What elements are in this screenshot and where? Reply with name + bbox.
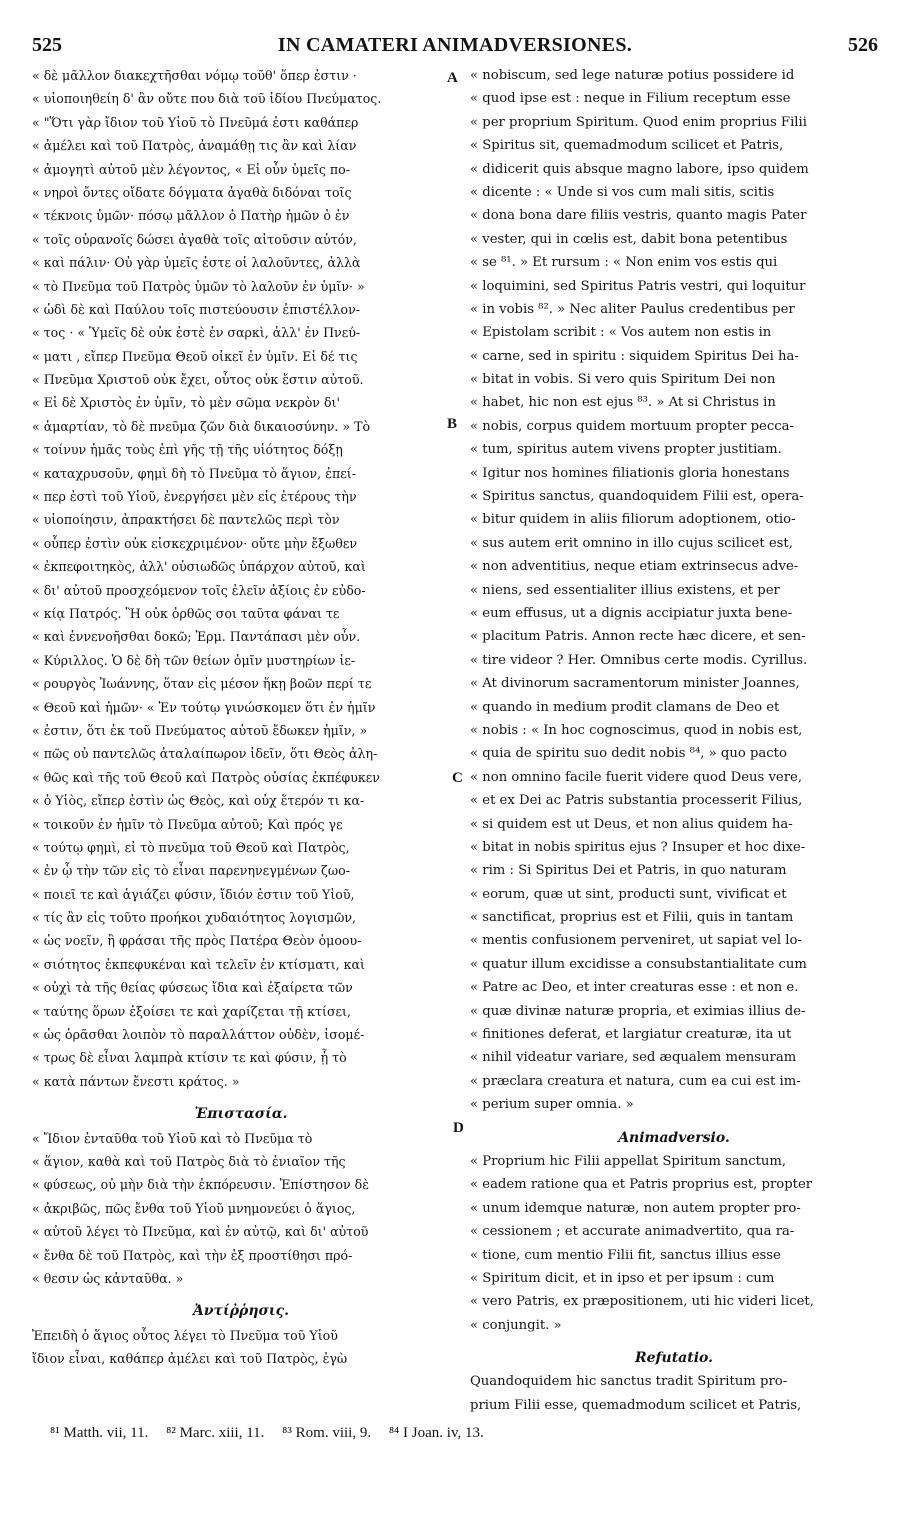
text-line: « quæ divinæ naturæ propria, et eximias illius de- <box>470 1003 806 1019</box>
text-line: « ἀκριβῶς, πῶς ἔνθα τοῦ Υἱοῦ μνημονεύει ὁ ἅγιος, <box>32 1200 356 1216</box>
text-line: « τοῖς οὐρανοῖς δώσει ἀγαθὰ τοῖς αἰτοῦσιν αὐτόν, <box>32 231 357 247</box>
text-line: « αὐτοῦ λέγει τὸ Πνεῦμα, καὶ ἐν αὐτῷ, καὶ δι' αὐτοῦ <box>32 1224 369 1240</box>
text-line: « τοίνυν ἡμᾶς τοὺς ἐπὶ γῆς τῇ τῆς υἱότητος δόξῃ <box>32 442 343 458</box>
text-line: « ἐκπεφοιτηκὸς, ἀλλ' οὐσιωδῶς ὑπάρχον αὐτοῦ, καὶ <box>32 559 366 575</box>
text-line: « Πνεῦμα Χριστοῦ οὐκ ἔχει, οὗτος οὐκ ἔστιν αὐτοῦ. <box>32 372 364 388</box>
text-line: « carne, sed in spiritu : siquidem Spiritus Dei ha- <box>470 348 799 364</box>
text-line: « "Ὅτι γὰρ ἴδιον τοῦ Υἱοῦ τὸ Πνεῦμά ἐστι καθάπερ <box>32 114 359 130</box>
text-line: « ταύτης ὅρων ἐξοίσει τε καὶ χαρίζεται τῇ κτίσει, <box>32 1003 352 1019</box>
text-line: « ματι , εἴπερ Πνεῦμα Θεοῦ οἰκεῖ ἐν ὑμῖν. Εἰ δέ τις <box>32 348 358 364</box>
text-line: « sus autem erit omnino in illo cujus scilicet est, <box>470 535 793 551</box>
text-line: « mentis confusionem perveniret, ut sapiat vel lo- <box>470 933 802 949</box>
text-line: « se ⁸¹. » Et rursum : « Non enim vos estis qui <box>470 255 778 271</box>
text-line: « vester, qui in cœlis est, dabit bona petentibus <box>470 231 788 247</box>
text-line: « eorum, quæ ut sint, producti sunt, vivificat et <box>470 886 787 902</box>
text-line: « finitiones deferat, et largiatur creaturæ, ita ut <box>470 1027 792 1043</box>
text-line: « præclara creatura et natura, cum ea cui est im- <box>470 1073 801 1089</box>
text-line: « dicente : « Unde si vos cum mali sitis, scitis <box>470 184 775 200</box>
text-line: « bitat in vobis. Si vero quis Spiritum Dei non <box>470 372 776 388</box>
text-line: « At divinorum sacramentorum minister Joannes, <box>470 676 800 692</box>
text-line: « ἀμέλει καὶ τοῦ Πατρὸς, ἀναμάθῃ τις ἂν καὶ λίαν <box>32 138 357 154</box>
text-line: « cessionem ; et accurate animadvertito, qua ra- <box>470 1224 795 1240</box>
text-line: « non adventitius, neque etiam extrinsecus adve- <box>470 559 799 575</box>
text-line: « οὐχὶ τὰ τῆς θείας φύσεως ἴδια καὶ ἐξαίρετα τῶν <box>32 980 353 996</box>
text-line: « τὸ Πνεῦμα τοῦ Πατρὸς ὑμῶν τὸ λαλοῦν ἐν ὑμῖν· » <box>32 278 365 294</box>
text-line: « ὁ Υἱὸς, εἴπερ ἐστὶν ὡς Θεὸς, καὶ οὐχ ἕτερόν τι κα- <box>32 793 365 809</box>
text-line: « si quidem est ut Deus, et non alius quidem ha- <box>470 816 793 832</box>
text-line: « nobis : « In hoc cognoscimus, quod in nobis est, <box>470 722 803 738</box>
text-line: « eadem ratione qua et Patris proprius est, propter <box>470 1177 813 1193</box>
text-line: « ἔνθα δὲ τοῦ Πατρὸς, καὶ τὴν ἐξ προστίθησι πρό- <box>32 1247 353 1263</box>
text-line: « rim : Si Spiritus Dei et Patris, in quo naturam <box>470 863 787 879</box>
running-title: IN CAMATERI ANIMADVERSIONES. <box>277 34 633 56</box>
text-line: « nobiscum, sed lege naturæ potius possidere id <box>470 68 795 83</box>
text-line: Quandoquidem hic sanctus tradit Spiritum pro- <box>470 1374 788 1390</box>
text-line: « tione, cum mentio Filii fit, sanctus illius esse <box>470 1247 781 1263</box>
text-line: « et ex Dei ac Patris substantia processerit Filius, <box>470 793 803 809</box>
text-line: « δὲ μᾶλλον διακεχτῆσθαι νόμῳ τοῦθ' ὅπερ ἐστιν · <box>32 68 357 83</box>
text-line: Ἐπειδὴ ὁ ἅγιος οὗτος λέγει τὸ Πνεῦμα τοῦ Υἱοῦ <box>32 1327 338 1343</box>
footnote: ⁸⁴ I Joan. iv, 13. <box>388 1425 484 1441</box>
text-line: « quando in medium prodit clamans de Deo et <box>470 699 780 715</box>
text-line: « Epistolam scribit : « Vos autem non estis in <box>470 325 772 341</box>
text-line: ἴδιον εἶναι, καθάπερ ἀμέλει καὶ τοῦ Πατρὸς, ἐγὼ <box>32 1351 348 1367</box>
text-line: « ἀμογητὶ αὐτοῦ μὲν λέγοντος, « Εἰ οὖν ὑμεῖς πο- <box>32 161 351 177</box>
text-line: prium Filii esse, quemadmodum scilicet et Patris, <box>470 1397 802 1413</box>
text-line: « οὗπερ ἐστὶν οὐκ εἰσκεχριμένον· οὔτε μὴν ἔξωθεν <box>32 535 358 551</box>
text-line: « ὡς ὁρᾶσθαι λοιπὸν τὸ παραλλάττον οὐδὲν, ἰσομέ- <box>32 1027 365 1043</box>
footnote: ⁸² Marc. xiii, 11. <box>166 1425 265 1441</box>
running-header <box>32 34 878 60</box>
text-line: « θεσιν ὡς κἀνταῦθα. » <box>32 1270 184 1286</box>
section-gap <box>470 1117 878 1127</box>
section-gap <box>32 1093 450 1103</box>
text-line: « dona bona dare filiis vestris, quanto magis Pater <box>470 208 807 224</box>
section-heading: Animadversio. <box>618 1129 730 1146</box>
text-line: « Patre ac Deo, et inter creaturas esse : et non e. <box>470 980 799 996</box>
section-gap <box>470 1337 878 1347</box>
text-line: « υἱοποιηθείη δ' ἂν οὔτε που διὰ τοῦ ἰδίου Πνεύματος. <box>32 91 382 107</box>
margin-marker-d: D <box>453 1120 464 1136</box>
text-line: « Ἴδιον ἐνταῦθα τοῦ Υἱοῦ καὶ τὸ Πνεῦμα τὸ <box>32 1130 313 1146</box>
text-line: « tum, spiritus autem vivens propter justitiam. <box>470 442 782 458</box>
greek-column <box>32 64 450 1370</box>
footnote: ⁸¹ Matth. vii, 11. <box>50 1425 149 1441</box>
text-line: « quia de spiritu suo dedit nobis ⁸⁴, » quo pacto <box>470 746 787 762</box>
text-line: « bitur quidem in aliis filiorum adoptionem, otio- <box>470 512 796 528</box>
text-line: « καὶ πάλιν· Οὐ γὰρ ὑμεῖς ἐστε οἱ λαλοῦντες, ἀλλὰ <box>32 255 361 271</box>
text-line: « δι' αὐτοῦ προσχεόμενον τοῖς ἐλεῖν ἀξίοις ἐν εὐδο- <box>32 582 366 598</box>
text-line: « perium super omnia. » <box>470 1097 634 1113</box>
page-number-right: 526 <box>848 34 878 56</box>
page-number-left: 525 <box>32 34 62 56</box>
text-line: « υἱοποίησιν, ἀπρακτήσει δὲ παντελῶς περὶ τὸν <box>32 512 340 528</box>
text-line: « Proprium hic Filii appellat Spiritum sanctum, <box>470 1153 787 1169</box>
text-line: « niens, sed essentialiter illius existens, et per <box>470 582 780 598</box>
text-line: « θῶς καὶ τῆς τοῦ Θεοῦ καὶ Πατρὸς οὐσίας ἐκπέφυκεν <box>32 769 380 785</box>
text-line: « τοικοῦν ἐν ἡμῖν τὸ Πνεῦμα αὐτοῦ; Καὶ πρός γε <box>32 816 343 832</box>
text-line: « conjungit. » <box>470 1317 562 1333</box>
latin-column <box>470 64 878 1417</box>
text-line: « didicerit quis absque magno labore, ipso quidem <box>470 161 809 177</box>
text-line: « καταχρυσοῦν, φημὶ δὴ τὸ Πνεῦμα τὸ ἅγιον, ἐπεί- <box>32 465 356 481</box>
margin-marker-a: A <box>447 70 458 86</box>
text-line: « Spiritus sanctus, quandoquidem Filii est, opera- <box>470 489 804 505</box>
text-line: « per proprium Spiritum. Quod enim proprius Filii <box>470 114 807 130</box>
text-line: « τίς ἂν εἰς τοῦτο προήκοι χυδαιότητος λογισμῶν, <box>32 910 357 926</box>
text-line: « Εἰ δὲ Χριστὸς ἐν ὑμῖν, τὸ μὲν σῶμα νεκρὸν δι' <box>32 395 340 411</box>
text-line: « nobis, corpus quidem mortuum propter pecca- <box>470 418 794 434</box>
section-heading: Ἐπιστασία. <box>194 1106 288 1123</box>
text-line: « πῶς οὐ παντελῶς ἀταλαίπωρον ἰδεῖν, ὅτι Θεὸς ἀλη- <box>32 746 378 762</box>
text-line: « bitat in nobis spiritus ejus ? Insuper et hoc dixe- <box>470 839 806 855</box>
margin-marker-b: B <box>447 416 458 432</box>
text-line: « καὶ ἐννενοῆσθαι δοκῶ; Ἑρμ. Παντάπασι μὲν οὖν. <box>32 629 361 645</box>
text-line: « in vobis ⁸². » Nec aliter Paulus credentibus per <box>470 301 795 317</box>
margin-marker-c: C <box>452 770 463 786</box>
text-line: « ἐστιν, ὅτι ἐκ τοῦ Πνεύματος αὐτοῦ ἔδωκεν ἡμῖν, » <box>32 722 368 738</box>
section-heading: Ἀντίῤῥησις. <box>192 1303 290 1320</box>
text-line: « unum idemque naturæ, non autem propter pro- <box>470 1200 801 1216</box>
text-line: « tire videor ? Her. Omnibus certe modis. Cyrillus. <box>470 652 808 668</box>
text-line: « quod ipse est : neque in Filium receptum esse <box>470 91 791 107</box>
text-line: « ποιεῖ τε καὶ ἁγιάζει φύσιν, ἴδιόν ἐστιν τοῦ Υἱοῦ, <box>32 886 355 902</box>
text-line: « τρως δὲ εἶναι λαμπρὰ κτίσιν τε καὶ φύσιν, ᾗ τὸ <box>32 1050 347 1066</box>
text-line: « περ ἐστὶ τοῦ Υἱοῦ, ἐνεργήσει μὲν εἰς ἑτέρους τὴν <box>32 489 357 505</box>
footnote: ⁸³ Rom. viii, 9. <box>282 1425 372 1441</box>
text-line: « ρουργὸς Ἰωάννης, ὅταν εἰς μέσον ἥκῃ βοῶν περί τε <box>32 676 372 692</box>
text-line: « vero Patris, ex præpositionem, uti hic videri licet, <box>470 1294 814 1310</box>
section-gap <box>32 1290 450 1300</box>
text-line: « τούτῳ φημὶ, εἰ τὸ πνεῦμα τοῦ Θεοῦ καὶ Πατρὸς, <box>32 839 350 855</box>
text-line: « ὡδὶ δὲ καὶ Παύλου τοῖς πιστεύουσιν ἐπιστέλλον- <box>32 301 360 317</box>
text-line: « Spiritus sit, quemadmodum scilicet et Patris, <box>470 138 784 154</box>
text-line: « νηροὶ ὄντες οἴδατε δόγματα ἀγαθὰ διδόναι τοῖς <box>32 184 352 200</box>
text-line: « quatur illum excidisse a consubstantialitate cum <box>470 956 807 972</box>
text-line: « placitum Patris. Annon recte hæc dicere, et sen- <box>470 629 806 645</box>
text-line: « ἁμαρτίαν, τὸ δὲ πνεῦμα ζῶν διὰ δικαιοσύνην. » Τὸ <box>32 418 371 434</box>
text-line: « κατὰ πάντων ἔνεστι κράτος. » <box>32 1073 240 1089</box>
text-line: « ἅγιον, καθὰ καὶ τοῦ Πατρὸς διὰ τὸ ἑνιαῖον τῆς <box>32 1153 346 1169</box>
text-line: « σιότητος ἐκπεφυκέναι καὶ τελεῖν ἐν κτίσματι, καὶ <box>32 956 365 972</box>
text-line: « κίᾳ Πατρός. Ἢ οὐκ ὀρθῶς σοι ταῦτα φάναι τε <box>32 605 340 621</box>
footnotes <box>50 1425 870 1442</box>
text-line: « ὡς νοεῖν, ἢ φράσαι τῆς πρὸς Πατέρα Θεὸν ὁμοου- <box>32 933 362 949</box>
text-line: « τος · « Ὑμεῖς δὲ οὐκ ἐστὲ ἐν σαρκὶ, ἀλλ' ἐν Πνεύ- <box>32 325 361 341</box>
text-line: « sanctificat, proprius est et Filii, quis in tantam <box>470 910 794 926</box>
text-line: « loquimini, sed Spiritus Patris vestri, qui loquitur <box>470 278 806 294</box>
text-line: « Spiritum dicit, et in ipso et per ipsum : cum <box>470 1270 775 1286</box>
text-line: « ἐν ᾧ τὴν τῶν εἰς τὸ εἶναι παρενηνεγμένων ζωο- <box>32 863 350 879</box>
section-heading: Refutatio. <box>634 1350 714 1367</box>
text-line: « Κύριλλος. Ὁ δὲ δὴ τῶν θείων ὁμῖν μυστηρίων ἱε- <box>32 652 356 668</box>
text-line: « φύσεως, οὐ μὴν διὰ τὴν ἐκπόρευσιν. Ἐπίστησον δὲ <box>32 1177 369 1193</box>
text-line: « habet, hic non est ejus ⁸³. » At si Christus in <box>470 395 776 411</box>
text-line: « nihil videatur variare, sed æqualem mensuram <box>470 1050 797 1066</box>
text-line: « Θεοῦ καὶ ἡμῶν· « Ἐν τούτῳ γινώσκομεν ὅτι ἐν ἡμῖν <box>32 699 376 715</box>
text-line: « eum effusus, ut a dignis accipiatur juxta bene- <box>470 605 793 621</box>
text-line: « Igitur nos homines filiationis gloria honestans <box>470 465 790 481</box>
text-line: « τέκνοις ὑμῶν· πόσῳ μᾶλλον ὁ Πατὴρ ἡμῶν ὁ ἐν <box>32 208 350 224</box>
text-line: « non omnino facile fuerit videre quod Deus vere, <box>470 769 803 785</box>
